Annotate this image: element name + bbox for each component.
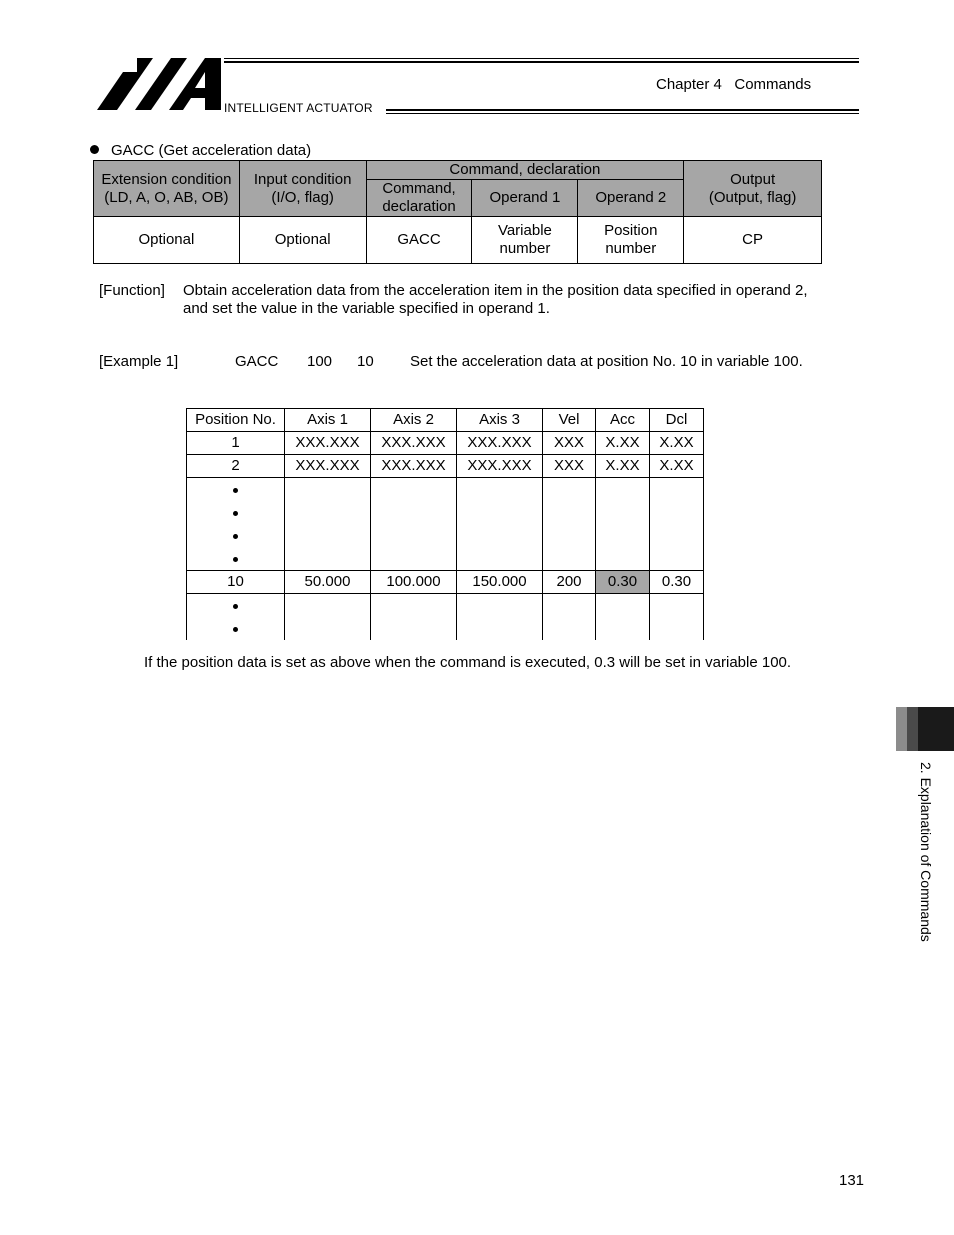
empty-cell xyxy=(285,478,371,571)
table-cell: X.XX xyxy=(650,432,704,455)
table-cell: X.XX xyxy=(650,455,704,478)
table-cell: 1 xyxy=(187,432,285,455)
ellipsis-cell xyxy=(187,594,285,641)
table-cell: 150.000 xyxy=(457,571,543,594)
col-header: Dcl xyxy=(650,409,704,432)
empty-cell xyxy=(371,478,457,571)
ellipsis-cell xyxy=(187,478,285,571)
dot-icon xyxy=(233,557,238,562)
cell-output: CP xyxy=(684,217,822,264)
position-data-table xyxy=(186,408,704,640)
empty-cell xyxy=(596,594,650,641)
example-operand-1: 100 xyxy=(307,353,333,370)
ia-logo-icon xyxy=(97,58,221,110)
table-cell: 100.000 xyxy=(371,571,457,594)
header-operand-2: Operand 2 xyxy=(578,180,684,217)
col-header: Axis 1 xyxy=(285,409,371,432)
ellipsis-row xyxy=(187,478,704,571)
empty-cell xyxy=(650,594,704,641)
table-cell: 2 xyxy=(187,455,285,478)
bullet-icon xyxy=(90,145,99,154)
table-cell: 50.000 xyxy=(285,571,371,594)
brand-name: INTELLIGENT ACTUATOR xyxy=(224,101,373,115)
section-heading: GACC (Get acceleration data) xyxy=(111,142,312,159)
empty-cell xyxy=(285,594,371,641)
cell-command: GACC xyxy=(366,217,472,264)
result-text: If the position data is set as above when the command is executed, 0.3 will be set in variable 100. xyxy=(144,654,792,671)
table-cell: XXX.XXX xyxy=(371,432,457,455)
cell-operand-1: Variable number xyxy=(472,217,578,264)
table-cell: 200 xyxy=(543,571,596,594)
empty-cell xyxy=(543,478,596,571)
header-rule-top-thick xyxy=(224,61,859,63)
table-cell: XXX xyxy=(543,455,596,478)
header-extension-condition: Extension condition (LD, A, O, AB, OB) xyxy=(94,161,240,217)
side-tab-label: 2. Explanation of Commands xyxy=(918,762,934,942)
empty-cell xyxy=(596,478,650,571)
table-cell: 0.30 xyxy=(650,571,704,594)
cell-operand-2: Position number xyxy=(578,217,684,264)
table-cell: XXX.XXX xyxy=(285,455,371,478)
table-cell: XXX.XXX xyxy=(371,455,457,478)
header-rule-bottom-thin xyxy=(386,113,859,114)
col-header: Axis 2 xyxy=(371,409,457,432)
dot-icon xyxy=(233,534,238,539)
table-row xyxy=(187,432,704,455)
dot-icon xyxy=(233,511,238,516)
page-number: 131 xyxy=(839,1172,865,1189)
example-command: GACC xyxy=(235,353,279,370)
dot-icon xyxy=(233,627,238,632)
highlighted-acc-cell: 0.30 xyxy=(596,571,650,594)
header-command-declaration-group: Command, declaration xyxy=(366,161,684,180)
col-header: Acc xyxy=(596,409,650,432)
col-header: Vel xyxy=(543,409,596,432)
col-header: Position No. xyxy=(187,409,285,432)
dot-icon xyxy=(233,604,238,609)
cell-input: Optional xyxy=(239,217,366,264)
empty-cell xyxy=(371,594,457,641)
side-tab-stripe-mid xyxy=(907,707,918,751)
table-cell: XXX xyxy=(543,432,596,455)
side-tab-stripe-light xyxy=(896,707,907,751)
header-command: Command, declaration xyxy=(366,180,472,217)
command-table xyxy=(93,160,822,264)
empty-cell xyxy=(457,594,543,641)
dot-icon xyxy=(233,488,238,493)
function-label: [Function] xyxy=(99,282,165,299)
empty-cell xyxy=(457,478,543,571)
example-label: [Example 1] xyxy=(99,353,179,370)
header-input-condition: Input condition (I/O, flag) xyxy=(239,161,366,217)
function-text: Obtain acceleration data from the acceleration item in the position data specified in operand 2, and set the value in the variable specified in operand 1. xyxy=(183,282,808,317)
table-cell: X.XX xyxy=(596,455,650,478)
ellipsis-row xyxy=(187,594,704,641)
table-row xyxy=(187,571,704,594)
header-operand-1: Operand 1 xyxy=(472,180,578,217)
table-cell: XXX.XXX xyxy=(285,432,371,455)
empty-cell xyxy=(650,478,704,571)
header-rule-top xyxy=(224,58,859,59)
empty-cell xyxy=(543,594,596,641)
table-cell: 10 xyxy=(187,571,285,594)
example-operand-2: 10 xyxy=(357,353,374,370)
table-row xyxy=(187,455,704,478)
chapter-title: Chapter 4 Commands xyxy=(656,76,812,93)
cell-extension: Optional xyxy=(94,217,240,264)
table-header-row xyxy=(187,409,704,432)
header-rule-bottom xyxy=(386,109,859,111)
col-header: Axis 3 xyxy=(457,409,543,432)
side-tab-block xyxy=(918,707,954,751)
header-output: Output (Output, flag) xyxy=(684,161,822,217)
table-cell: XXX.XXX xyxy=(457,432,543,455)
table-cell: X.XX xyxy=(596,432,650,455)
table-cell: XXX.XXX xyxy=(457,455,543,478)
example-description: Set the acceleration data at position No. 10 in variable 100. xyxy=(410,353,803,370)
